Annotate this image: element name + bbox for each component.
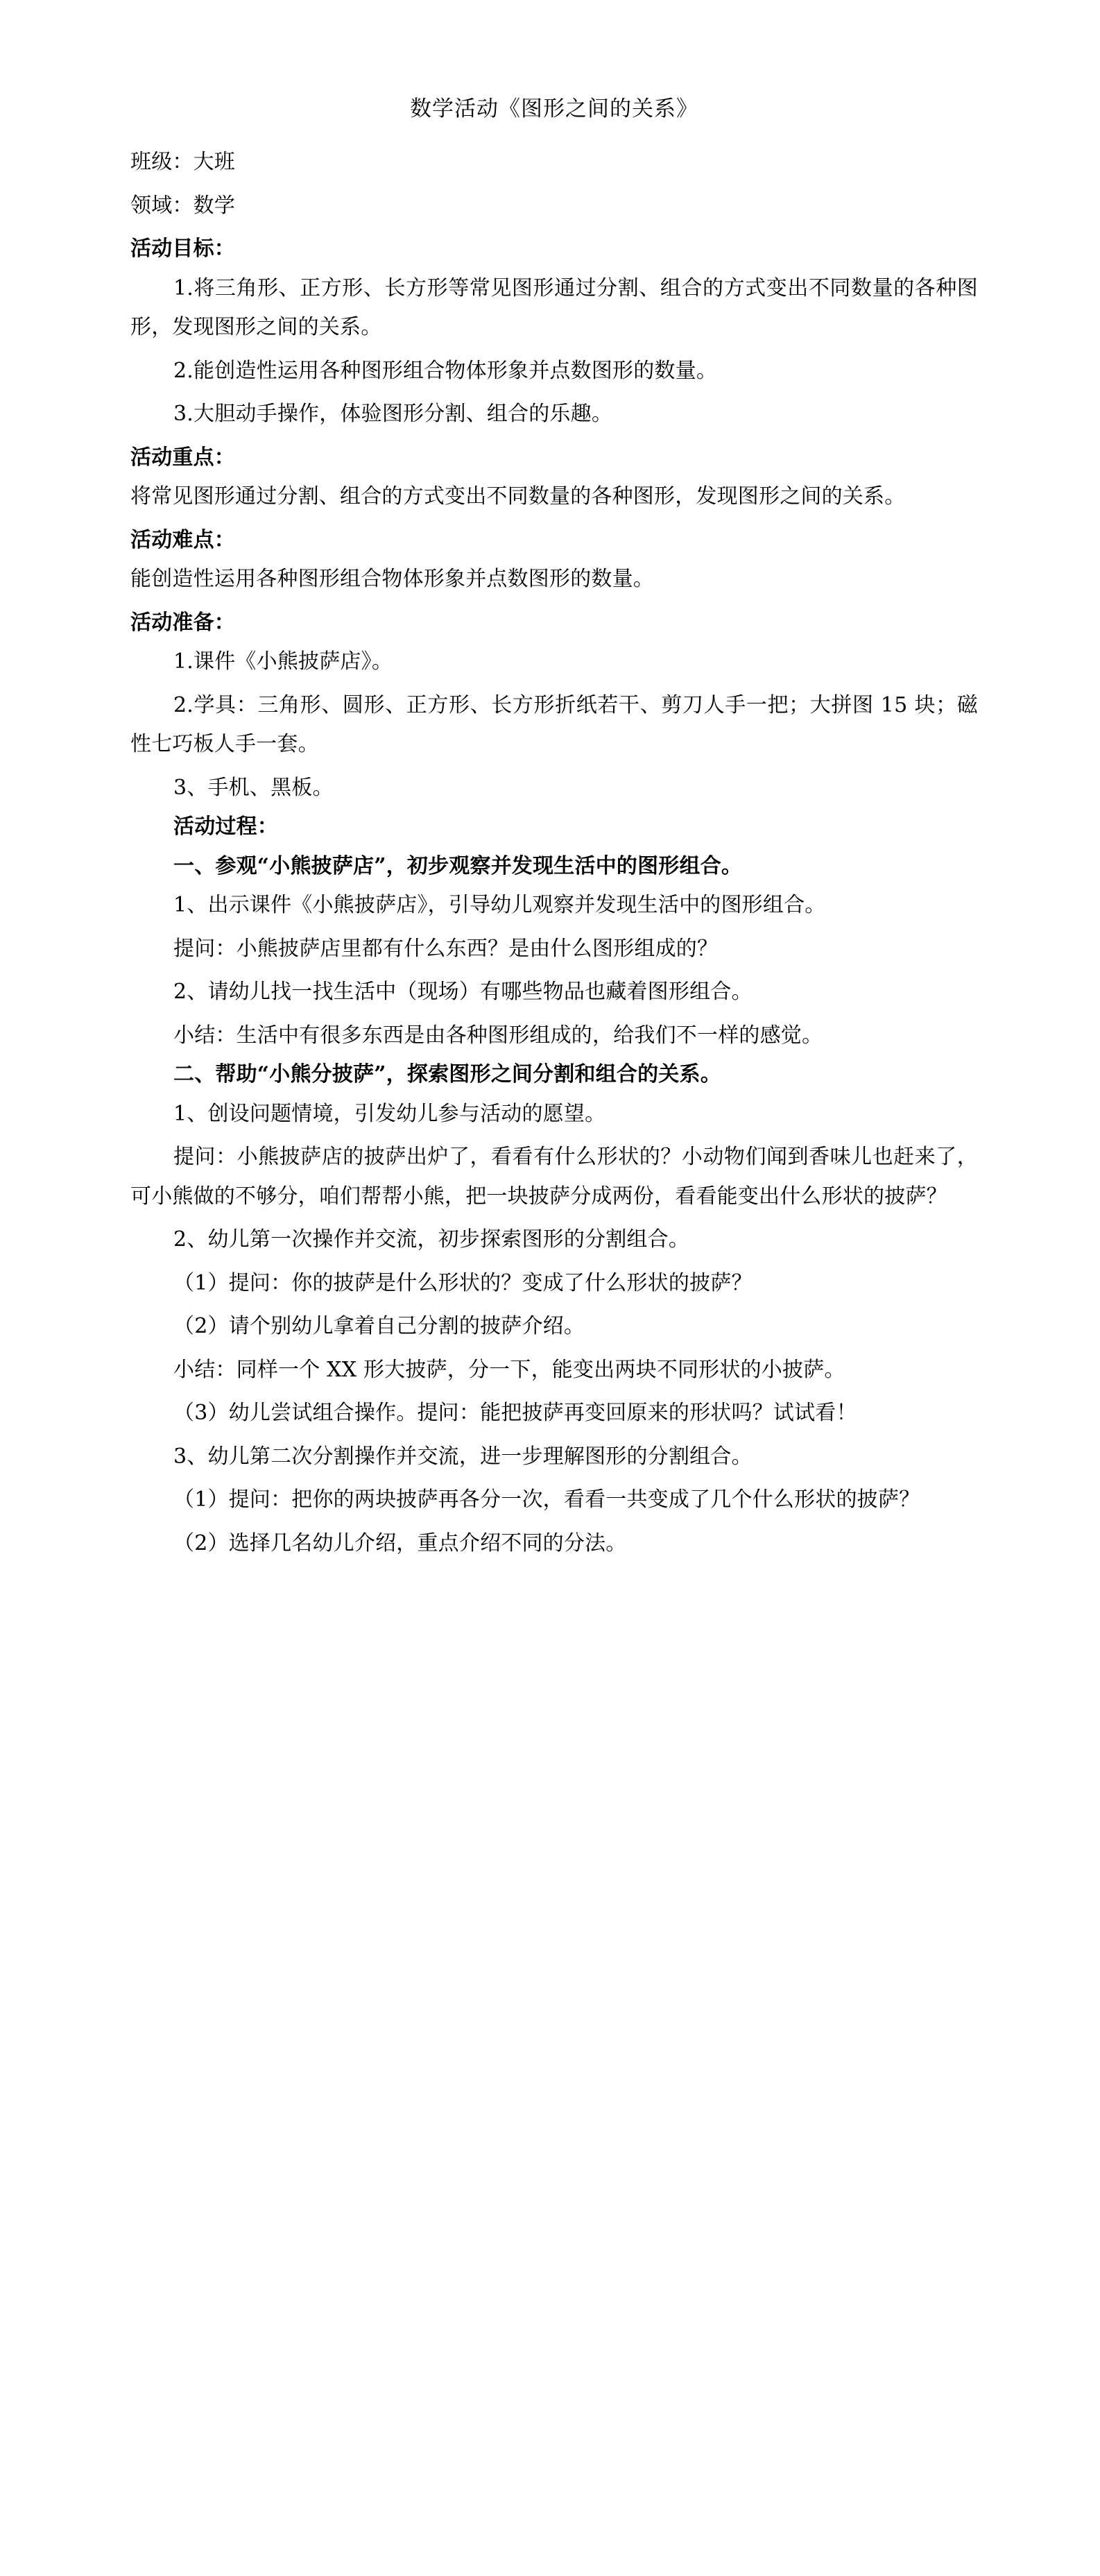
key-point-text: 将常见图形通过分割、组合的方式变出不同数量的各种图形，发现图形之间的关系。 <box>130 484 906 509</box>
part-one-summary: 小结：生活中有很多东西是由各种图形组成的，给我们不一样的感觉。 <box>173 1023 823 1048</box>
part-two-question-1: 提问：小熊披萨店的披萨出炉了，看看有什么形状的？小动物们闻到香味儿也赶来了，可小熊做的不够分，咱们帮帮小熊，把一块披萨分成两份，看看能变出什么形状的披萨？ <box>130 1145 978 1209</box>
preparation-item-2: 2.学具：三角形、圆形、正方形、长方形折纸若干、剪刀人手一把；大拼图 15 块；磁性七巧板人手一套。 <box>130 692 978 756</box>
meta-domain: 领域：数学 <box>130 193 235 218</box>
difficulty-text: 能创造性运用各种图形组合物体形象并点数图形的数量。 <box>130 567 654 591</box>
objective-item-2: 2.能创造性运用各种图形组合物体形象并点数图形的数量。 <box>173 358 718 383</box>
page-title: 数学活动《图形之间的关系》 <box>410 96 698 121</box>
part-two-heading: 二、帮助“小熊分披萨”，探索图形之间分割和组合的关系。 <box>173 1062 721 1086</box>
part-two-item-2: 2、幼儿第一次操作并交流，初步探索图形的分割组合。 <box>173 1227 690 1252</box>
objectives-heading: 活动目标： <box>130 237 235 261</box>
part-two-item-3: 3、幼儿第二次分割操作并交流，进一步理解图形的分割组合。 <box>173 1444 753 1469</box>
part-two-item-2-sub-2: （2）请个别幼儿拿着自己分割的披萨介绍。 <box>173 1314 585 1338</box>
preparation-item-1: 1.课件《小熊披萨店》。 <box>173 649 393 674</box>
part-two-summary: 小结：同样一个 XX 形大披萨，分一下，能变出两块不同形状的小披萨。 <box>173 1357 845 1382</box>
part-two-item-1: 1、创设问题情境，引发幼儿参与活动的愿望。 <box>173 1101 606 1126</box>
part-one-item-2: 2、请幼儿找一找生活中（现场）有哪些物品也藏着图形组合。 <box>173 980 753 1004</box>
preparation-heading: 活动准备： <box>130 610 235 635</box>
part-one-heading: 一、参观“小熊披萨店”，初步观察并发现生活中的图形组合。 <box>173 853 743 878</box>
meta-class: 班级：大班 <box>130 150 235 174</box>
objective-item-3: 3.大胆动手操作，体验图形分割、组合的乐趣。 <box>173 402 613 426</box>
part-two-item-2-sub-1: （1）提问：你的披萨是什么形状的？变成了什么形状的披萨？ <box>173 1270 753 1295</box>
preparation-item-3: 3、手机、黑板。 <box>173 775 334 800</box>
key-point-heading: 活动重点： <box>130 445 235 470</box>
part-two-item-3-sub-1: （1）提问：把你的两块披萨再各分一次，看看一共变成了几个什么形状的披萨？ <box>173 1487 920 1512</box>
part-two-item-3-sub-2: （2）选择几名幼儿介绍，重点介绍不同的分法。 <box>173 1530 627 1555</box>
part-two-item-2-sub-3: （3）幼儿尝试组合操作。提问：能把披萨再变回原来的形状吗？试试看！ <box>173 1401 857 1425</box>
part-one-question-1: 提问：小熊披萨店里都有什么东西？是由什么图形组成的？ <box>173 936 719 961</box>
difficulty-heading: 活动难点： <box>130 527 235 552</box>
part-one-item-1: 1、出示课件《小熊披萨店》，引导幼儿观察并发现生活中的图形组合。 <box>173 893 826 917</box>
objective-item-1: 1.将三角形、正方形、长方形等常见图形通过分割、组合的方式变出不同数量的各种图形，发现图形之间的关系。 <box>130 275 978 339</box>
process-heading: 活动过程： <box>173 814 278 839</box>
document-body <box>130 90 978 1563</box>
